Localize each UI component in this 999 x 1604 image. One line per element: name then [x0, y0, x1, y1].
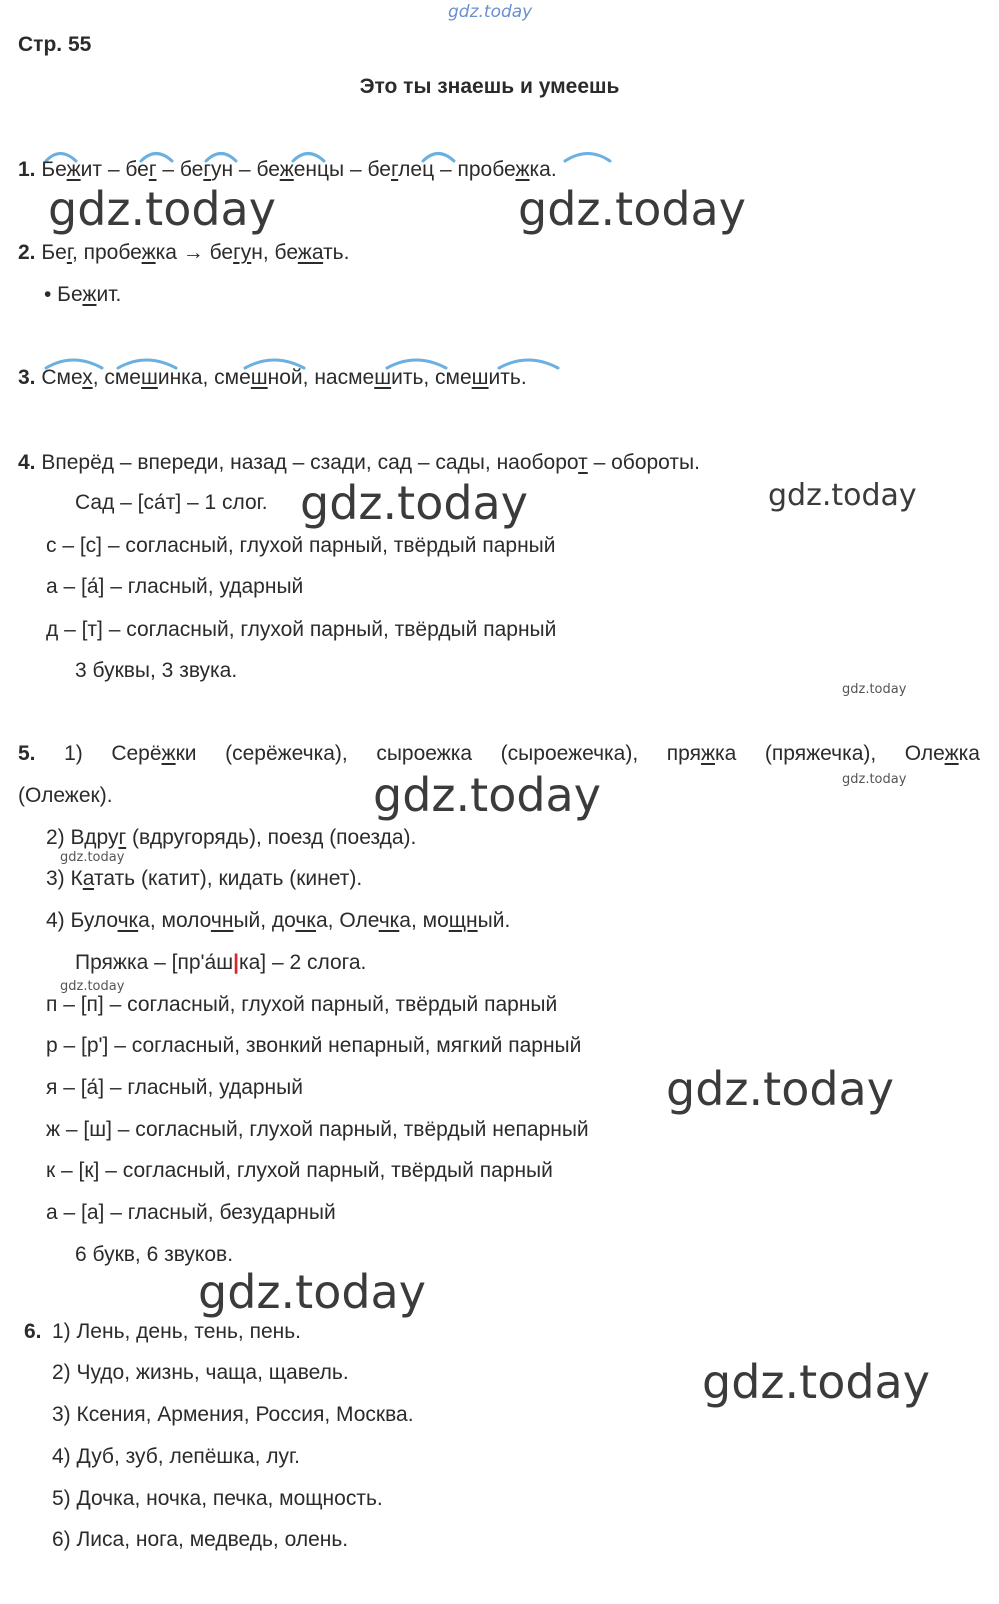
task-5-analysis-title: Пряжка – [пр'а́ш|ка] – 2 слога. — [75, 951, 367, 974]
task-2: 2. Бег, пробежка → бегун, бежать. — [18, 241, 350, 264]
task-number: 1. — [18, 158, 36, 181]
task-4: 4. Вперёд – впереди, назад – сзади, сад – сады, наоборот – обороты. — [18, 451, 700, 474]
root-arc-6 — [565, 154, 610, 162]
watermark-small: gdz.today — [842, 682, 907, 697]
task-number: 3. — [18, 366, 36, 389]
watermark-small: gdz.today — [60, 979, 125, 994]
task-5-line-4: 4) Булочка, молочный, дочка, Олечка, мощный. — [46, 909, 511, 932]
task-6-item-2: 2) Чудо, жизнь, чаща, щавель. — [52, 1361, 349, 1384]
task-1: 1. Бежит – бег – бегун – беженцы – беглец – пробежка. — [18, 158, 557, 181]
task-5-summary: 6 букв, 6 звуков. — [75, 1243, 234, 1266]
task-5-line-3: 3) Катать (катит), кидать (кинет). — [46, 867, 363, 890]
task-number: 5. — [18, 742, 36, 765]
task-5-row-6: а – [а] – гласный, безударный — [46, 1201, 336, 1224]
watermark: gdz.today — [373, 768, 601, 822]
task-6-item-6: 6) Лиса, нога, медведь, олень. — [52, 1528, 349, 1551]
page-title: Это ты знаешь и умеешь — [359, 75, 620, 98]
task-number: 2. — [18, 241, 36, 264]
task-6-item-3: 3) Ксения, Армения, Россия, Москва. — [52, 1403, 414, 1426]
task-6-item-4: 4) Дуб, зуб, лепёшка, луг. — [52, 1445, 300, 1468]
watermark-small: gdz.today — [842, 772, 907, 787]
task-number: 4. — [18, 451, 36, 474]
watermark-small: gdz.today — [60, 850, 125, 865]
task-4-row-2: а – [а́] – гласный, ударный — [46, 575, 304, 598]
task-number-6: 6. — [24, 1320, 42, 1343]
task-5-row-4: ж – [ш] – согласный, глухой парный, твёрдый непарный — [46, 1118, 589, 1141]
task-5-line-1: 5. 1) Серёжки (серёжечка), сыроежка (сыроежечка), пряжка (пряжечка), Олежка — [18, 742, 980, 765]
task-5-line-1-cont: (Олежек). — [18, 784, 113, 807]
task-4-row-1: с – [с] – согласный, глухой парный, твёрдый парный — [46, 534, 556, 557]
task-5-row-2: р – [р'] – согласный, звонкий непарный, мягкий парный — [46, 1034, 582, 1057]
watermark: gdz.today — [768, 478, 917, 513]
task-5-row-3: я – [а́] – гласный, ударный — [46, 1076, 303, 1099]
top-watermark: gdz.today — [448, 2, 533, 22]
task-2-bullet: • Бежит. — [44, 283, 122, 306]
watermark: gdz.today — [518, 182, 746, 236]
task-3: 3. Смех, смешинка, смешной, насмешить, смешить. — [18, 366, 527, 389]
task-6-item-1: 1) Лень, день, тень, пень. — [52, 1320, 302, 1343]
watermark: gdz.today — [702, 1355, 930, 1409]
watermark: gdz.today — [48, 182, 276, 236]
page-label: Стр. 55 — [18, 33, 92, 56]
watermark: gdz.today — [198, 1265, 426, 1319]
syllable-divider: | — [233, 951, 239, 974]
task-4-analysis-title: Сад – [са́т] – 1 слог. — [75, 491, 268, 514]
task-6-item-5: 5) Дочка, ночка, печка, мощность. — [52, 1487, 383, 1510]
task-5-row-5: к – [к] – согласный, глухой парный, твёрдый парный — [46, 1159, 553, 1182]
task-5-line-2: 2) Вдруг (вдругорядь), поезд (поезда). — [46, 826, 417, 849]
watermark: gdz.today — [300, 476, 528, 530]
watermark: gdz.today — [666, 1062, 894, 1116]
task-4-summary: 3 буквы, 3 звука. — [75, 659, 238, 682]
task-4-row-3: д – [т] – согласный, глухой парный, твёрдый парный — [46, 618, 557, 641]
task-5-row-1: п – [п] – согласный, глухой парный, твёрдый парный — [46, 993, 558, 1016]
